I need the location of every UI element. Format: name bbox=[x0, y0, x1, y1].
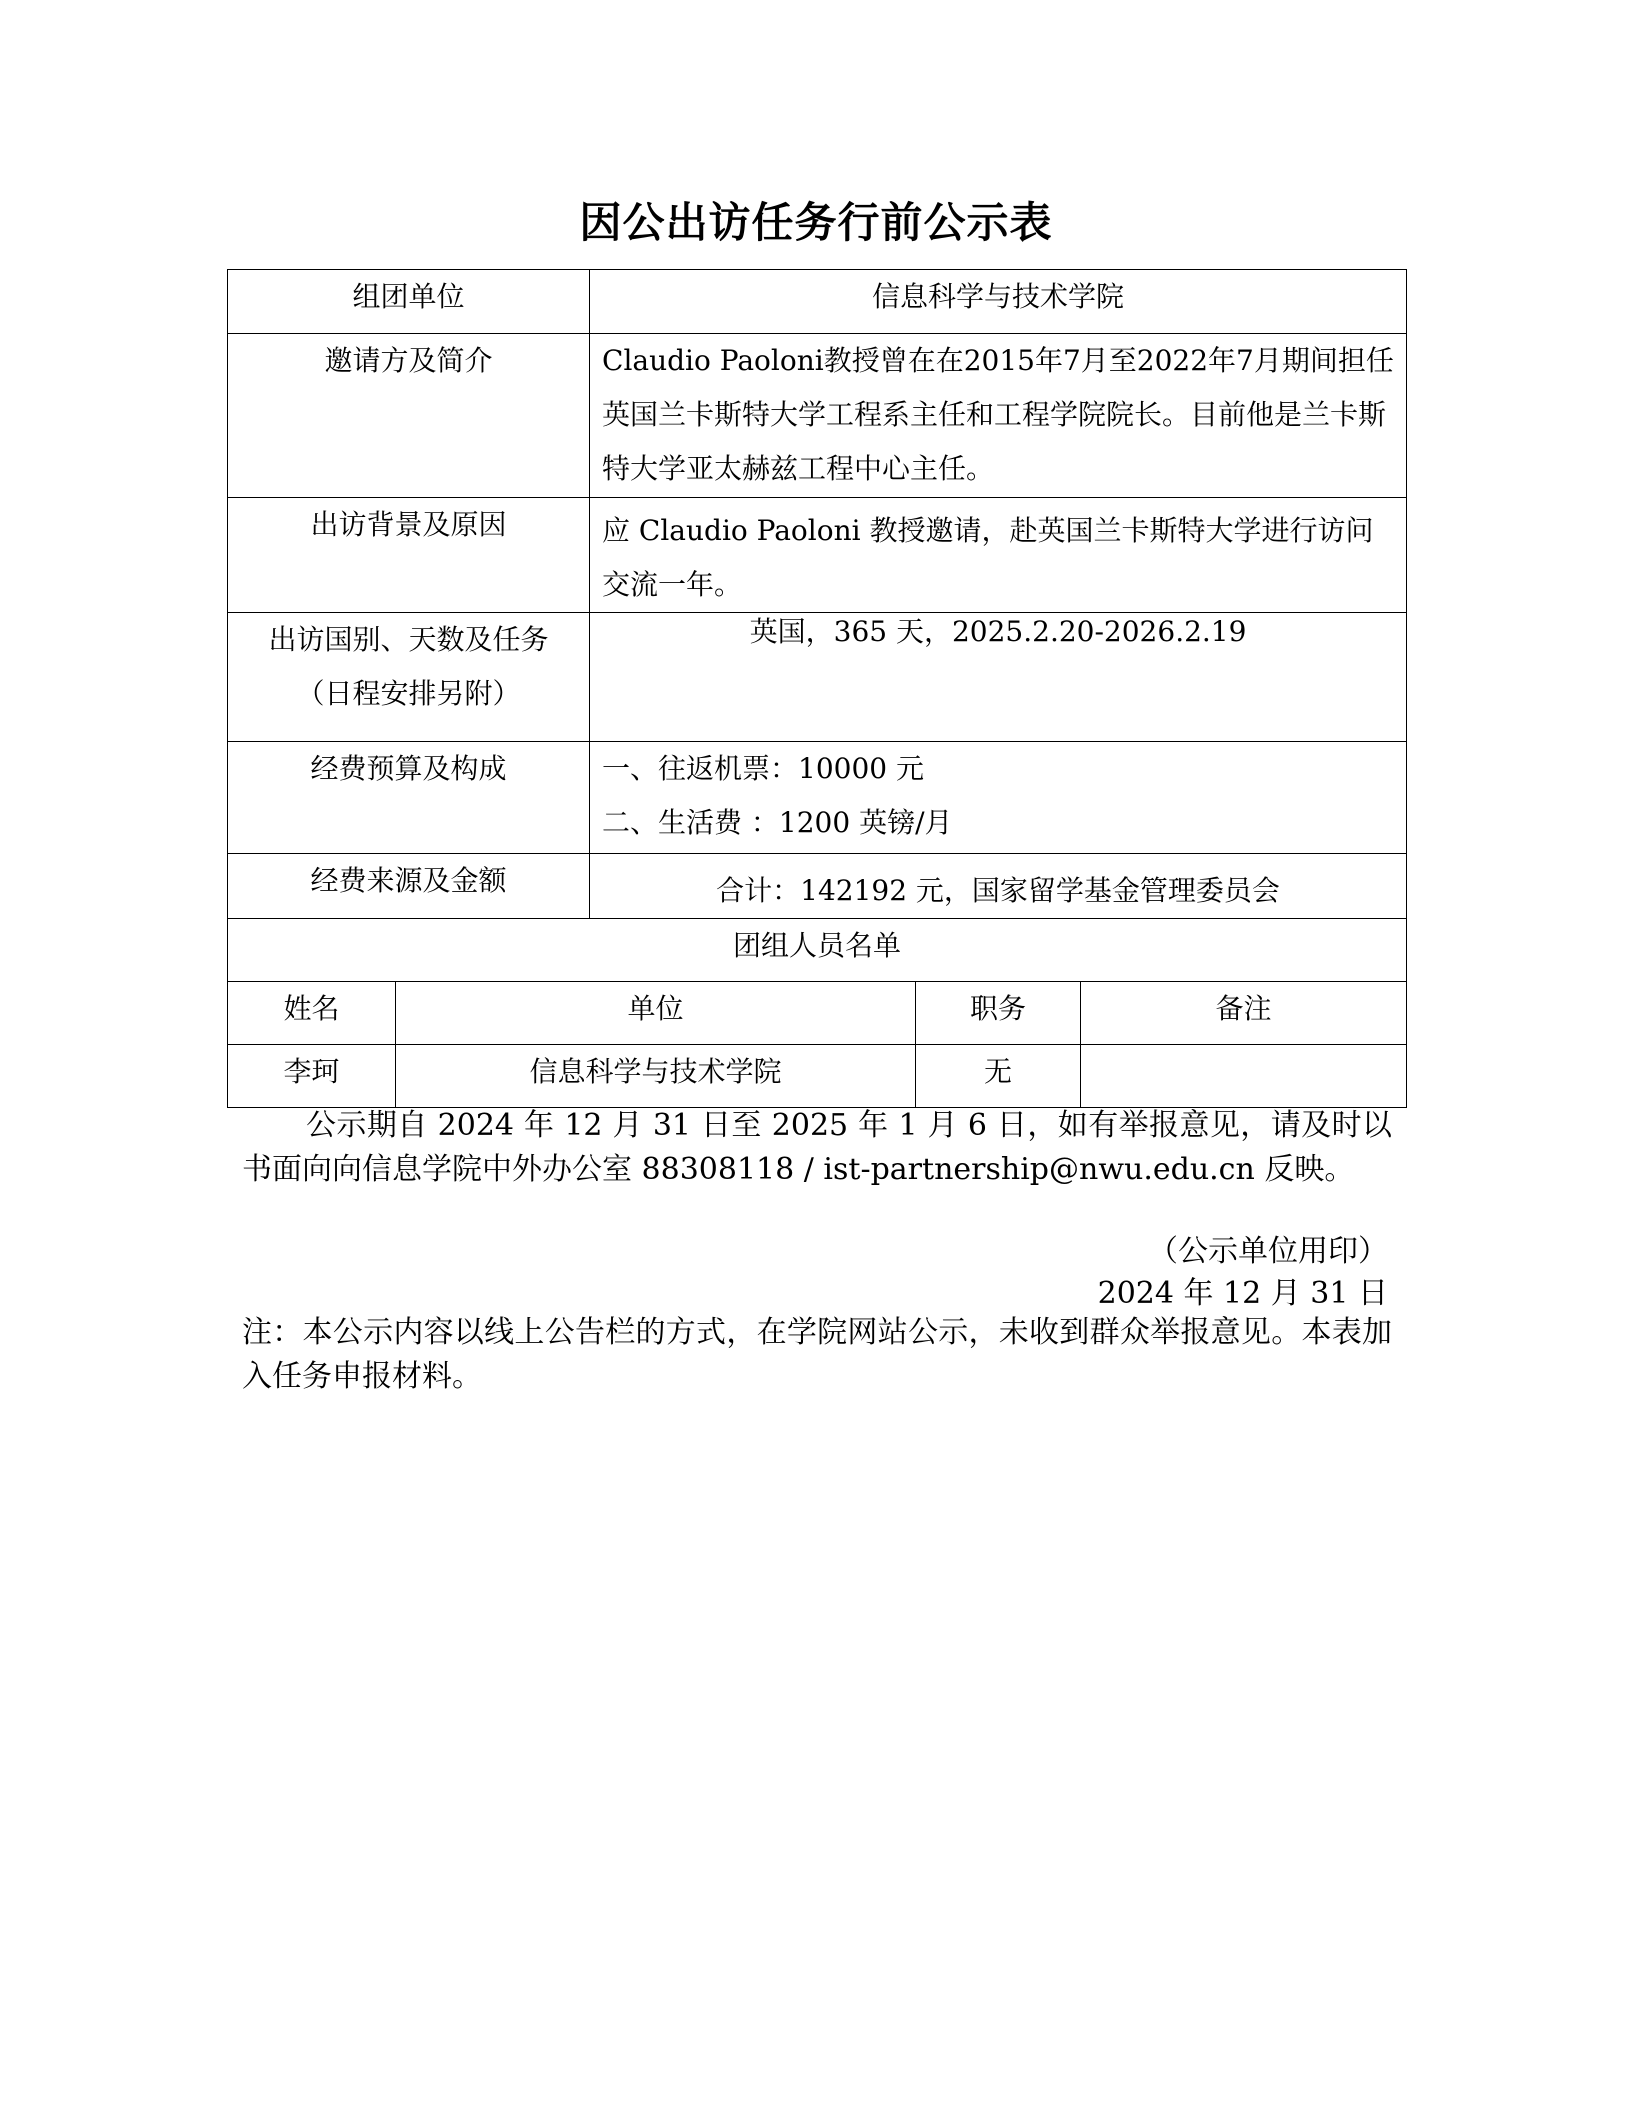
row-organizer bbox=[228, 270, 1407, 334]
row-background bbox=[228, 498, 1407, 613]
inviter-label: 邀请方及简介 bbox=[228, 334, 590, 498]
budget-line-living: 二、生活费 ：1200 英镑/月 bbox=[602, 806, 953, 839]
members-column-name: 姓名 bbox=[228, 982, 396, 1045]
destination-label-line1: 出访国别、天数及任务 bbox=[268, 623, 549, 656]
background-label: 出访背景及原因 bbox=[228, 498, 590, 613]
background-value: 应 Claudio Paoloni 教授邀请，赴英国兰卡斯特大学进行访问交流一年。 bbox=[590, 498, 1407, 613]
members-column-position: 职务 bbox=[916, 982, 1081, 1045]
member-unit: 信息科学与技术学院 bbox=[396, 1045, 916, 1108]
budget-value bbox=[590, 742, 1407, 854]
announcement-table bbox=[227, 269, 1407, 1108]
inviter-value: Claudio Paoloni教授曾在在2015年7月至2022年7月期间担任英国兰卡斯特大学工程系主任和工程学院院长。目前他是兰卡斯特大学亚太赫兹工程中心主任。 bbox=[590, 334, 1407, 498]
funding-label: 经费来源及金额 bbox=[228, 854, 590, 919]
member-remarks bbox=[1081, 1045, 1407, 1108]
destination-value: 英国，365 天，2025.2.20-2026.2.19 bbox=[590, 613, 1407, 742]
member-position: 无 bbox=[916, 1045, 1081, 1108]
members-column-unit: 单位 bbox=[396, 982, 916, 1045]
note-text: 注：本公示内容以线上公告栏的方式，在学院网站公示，未收到群众举报意见。本表加入任务申报材料。 bbox=[242, 1315, 1392, 1394]
destination-label-line2: （日程安排另附） bbox=[296, 677, 521, 710]
table-row bbox=[228, 1045, 1407, 1108]
destination-label bbox=[228, 613, 590, 742]
announcement-date: 2024 年 12 月 31 日 bbox=[1097, 1276, 1388, 1311]
row-funding bbox=[228, 854, 1407, 919]
budget-label: 经费预算及构成 bbox=[228, 742, 590, 854]
row-members-heading bbox=[228, 919, 1407, 982]
notice-text: 公示期自 2024 年 12 月 31 日至 2025 年 1 月 6 日，如有举报意见，请及时以书面向向信息学院中外办公室 88308118 / ist-partnership@nwu.edu.cn 反映。 bbox=[242, 1108, 1392, 1187]
organizer-label: 组团单位 bbox=[228, 270, 590, 334]
members-header-row bbox=[228, 982, 1407, 1045]
members-column-remarks: 备注 bbox=[1081, 982, 1407, 1045]
funding-value: 合计：142192 元，国家留学基金管理委员会 bbox=[590, 854, 1407, 919]
row-inviter bbox=[228, 334, 1407, 498]
budget-line-airfare: 一、往返机票：10000 元 bbox=[602, 752, 924, 785]
member-name: 李珂 bbox=[228, 1045, 396, 1108]
page-title: 因公出访任务行前公示表 bbox=[579, 198, 1053, 247]
members-heading: 团组人员名单 bbox=[228, 919, 1407, 982]
seal-text: （公示单位用印） bbox=[1148, 1234, 1388, 1269]
row-destination bbox=[228, 613, 1407, 742]
row-budget bbox=[228, 742, 1407, 854]
organizer-value: 信息科学与技术学院 bbox=[590, 270, 1407, 334]
